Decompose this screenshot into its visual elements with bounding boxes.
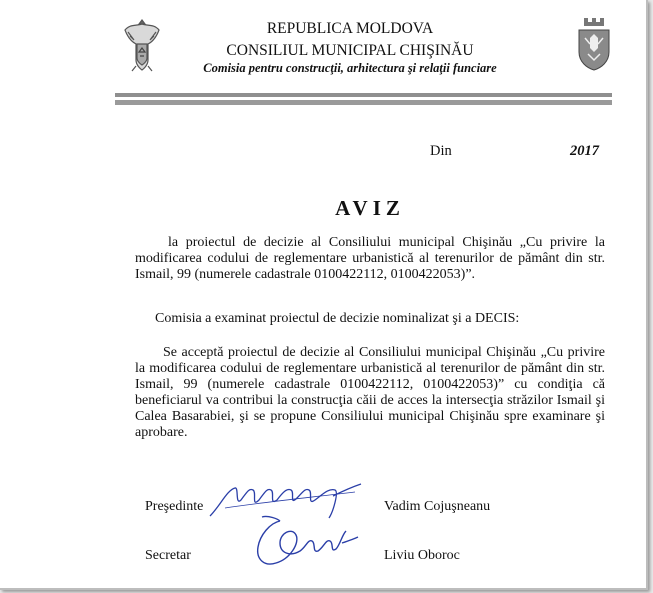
paragraph-line: Calea Basarabiei, şi se propune Consiliului municipal Chişinău spre examinare şi bbox=[135, 409, 605, 424]
paragraph-line: Se acceptă proiectul de decizie al Consiliului municipal Chişinău „Cu privire bbox=[163, 345, 605, 360]
secretary-role: Secretar bbox=[145, 548, 191, 563]
paragraph-line: beneficiarul va contribui la construcţia căii de acces la intersecţia străzilor Ismail şi bbox=[135, 393, 605, 408]
header-divider bbox=[115, 92, 612, 106]
paragraph-line: la modificarea codului de reglementare urbanistică al terenurilor de pământ din str. bbox=[135, 361, 605, 376]
paragraph-subject bbox=[135, 235, 605, 283]
secretary-name: Liviu Oboroc bbox=[384, 548, 460, 563]
paragraph-decision bbox=[135, 345, 605, 441]
secretary-signature bbox=[250, 513, 360, 573]
president-role: Preşedinte bbox=[145, 499, 204, 514]
paragraph-line: Ismail, 99 (numerele cadastrale 0100422112, 0100422053)” cu condiţia că bbox=[135, 377, 605, 392]
chisinau-coat-of-arms-icon bbox=[576, 16, 612, 79]
paragraph-line: la proiectul de decizie al Consiliului municipal Chişinău „Cu privire la bbox=[168, 235, 605, 250]
header-council: CONSILIUL MUNICIPAL CHIŞINĂU bbox=[226, 42, 474, 59]
paragraph-line: Ismail, 99 (numerele cadastrale 0100422112, 0100422053)”. bbox=[135, 267, 476, 282]
moldova-coat-of-arms-icon bbox=[122, 16, 162, 79]
date-label: Din bbox=[430, 143, 452, 159]
date-year: 2017 bbox=[570, 143, 599, 159]
paragraph-line: modificarea codului de reglementare urbanistică al terenurilor de pământ din str. bbox=[135, 251, 605, 266]
header-country: REPUBLICA MOLDOVA bbox=[266, 20, 434, 37]
paragraph-line: aprobare. bbox=[135, 425, 188, 440]
president-name: Vadim Cojuşneanu bbox=[384, 499, 491, 514]
header-commission: Comisia pentru construcţii, arhitectura şi relaţii funciare bbox=[203, 61, 497, 75]
paragraph-examined: Comisia a examinat proiectul de decizie nominalizat şi a DECIS: bbox=[155, 311, 520, 326]
document-title: AVIZ bbox=[335, 196, 405, 220]
